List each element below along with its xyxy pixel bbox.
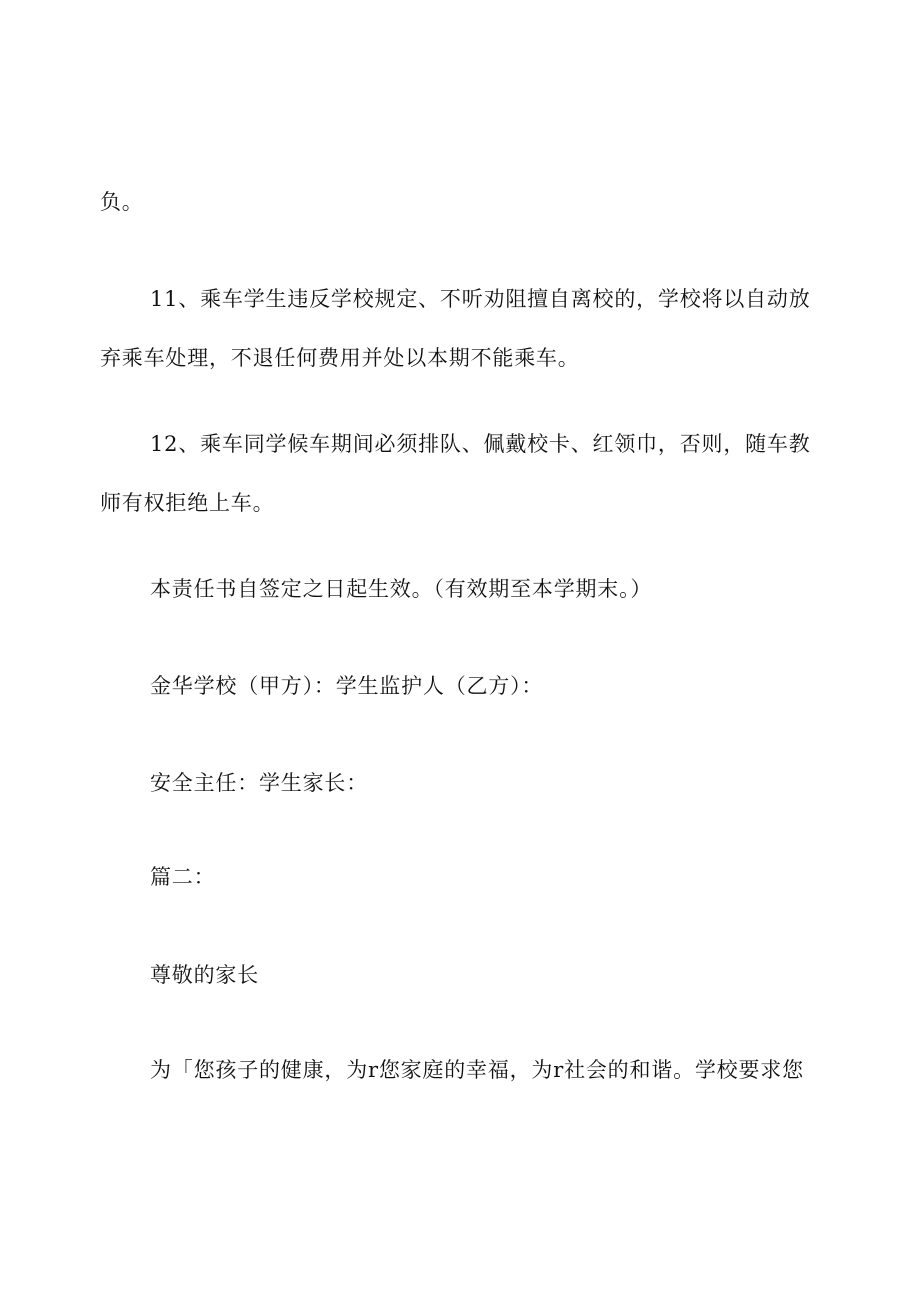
- paragraph-continuation: 负。: [100, 190, 144, 214]
- letter-body-line-1: 为「您孩子的健康，为r您家庭的幸福，为r社会的和谐。学校要求您: [150, 1058, 804, 1082]
- letter-greeting: 尊敬的家长: [150, 963, 259, 987]
- item-12-line-2: 师有权拒绝上车。: [100, 491, 275, 515]
- signature-parties: 金华学校（甲方）：学生监护人（乙方）：: [150, 674, 544, 698]
- signature-roles: 安全主任：学生家长：: [150, 771, 368, 795]
- effective-clause: 本责任书自签定之日起生效。（有效期至本学期末。）: [150, 577, 653, 601]
- item-11-line-2: 弃乘车处理，不退任何费用并处以本期不能乘车。: [100, 346, 580, 370]
- section-heading-part-two: 篇二：: [150, 865, 216, 889]
- item-11-line-1: 11、乘车学生违反学校规定、不听劝阻擅自离校的，学校将以自动放: [150, 287, 811, 311]
- item-12-line-1: 12、乘车同学候车期间必须排队、佩戴校卡、红领巾，否则，随车教: [150, 432, 811, 456]
